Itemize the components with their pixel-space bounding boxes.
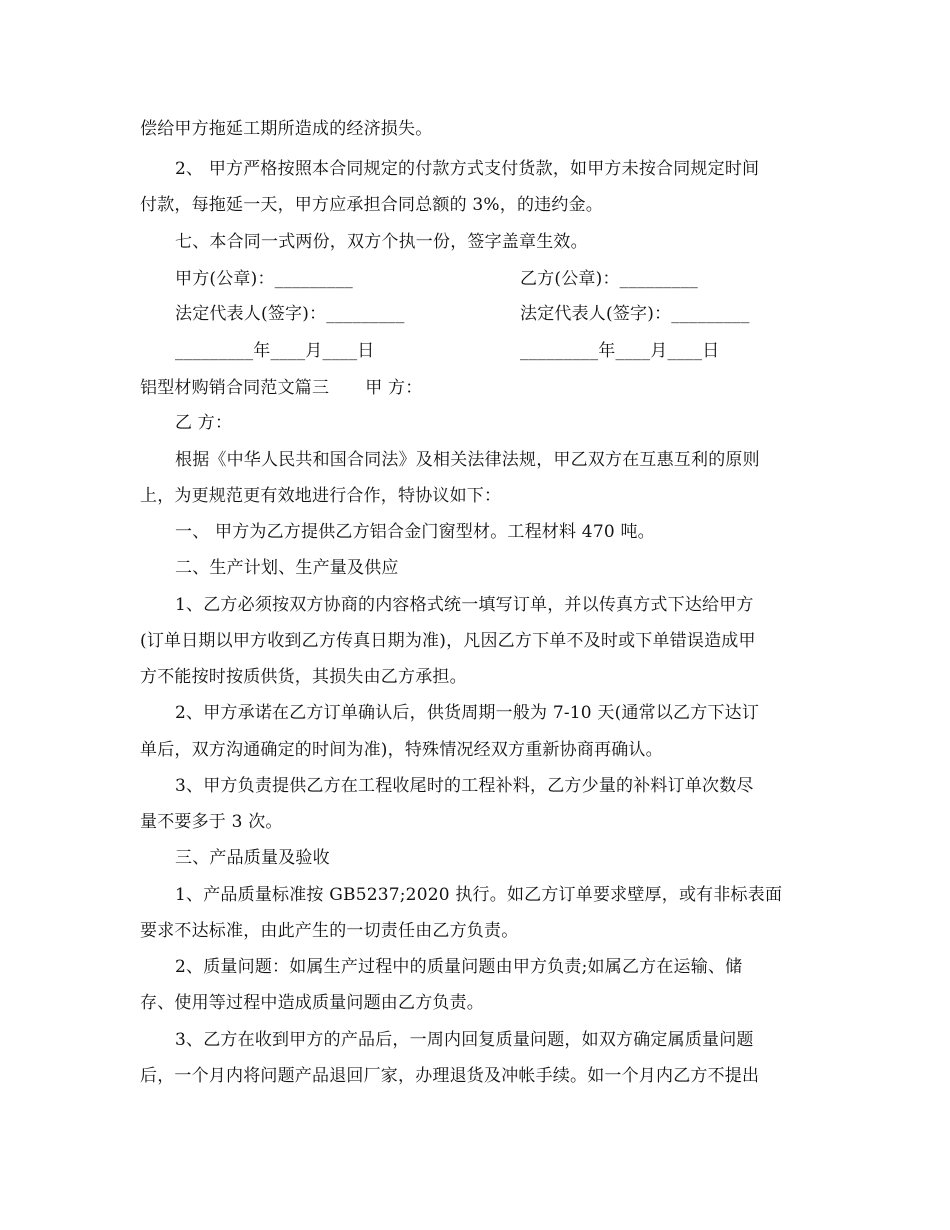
- section-heading-line: [140, 376, 422, 400]
- paragraph-line: 2、质量问题：如属生产过程中的质量问题由甲方负责;如属乙方在运输、储: [175, 957, 743, 977]
- paragraph-line: 2、甲方承诺在乙方订单确认后，供货周期一般为 7-10 天(通常以乙方下达订: [175, 703, 760, 723]
- section-title: 铝型材购销合同范文篇三: [140, 378, 330, 398]
- paragraph-line: 单后，双方沟通确定的时间为准)，特殊情况经双方重新协商再确认。: [140, 740, 663, 760]
- paragraph-line: 方不能按时按质供货，其损失由乙方承担。: [140, 667, 467, 687]
- paragraph-line: 偿给甲方拖延工期所造成的经济损失。: [140, 119, 433, 139]
- signature-date-a: _________年____月____日: [175, 341, 375, 361]
- paragraph-line: 后，一个月内将问题产品退回厂家，办理退货及冲帐手续。如一个月内乙方不提出: [140, 1066, 760, 1086]
- signature-party-b: 乙方(公章)：_________: [520, 269, 698, 289]
- party-b-line: 乙 方：: [175, 413, 233, 433]
- paragraph-line: 1、乙方必须按双方协商的内容格式统一填写订单，并以传真方式下达给甲方: [175, 595, 754, 615]
- section-party-a: 甲 方：: [365, 378, 423, 398]
- signature-party-a: 甲方(公章)：_________: [175, 269, 353, 289]
- paragraph-line: 量不要多于 3 次。: [140, 812, 283, 832]
- paragraph-line: 3、甲方负责提供乙方在工程收尾时的工程补料，乙方少量的补料订单次数尽: [175, 776, 754, 796]
- paragraph-line: 七、本合同一式两份，双方个执一份，签字盖章生效。: [175, 232, 588, 252]
- paragraph-line: 存、使用等过程中造成质量问题由乙方负责。: [140, 993, 484, 1013]
- paragraph-line: 根据《中华人民共和国合同法》及相关法律法规，甲乙双方在互惠互利的原则: [175, 450, 760, 470]
- paragraph-line: (订单日期以甲方收到乙方传真日期为准)，凡因乙方下单不及时或下单错误造成甲: [140, 631, 756, 651]
- paragraph-line: 付款，每拖延一天，甲方应承担合同总额的 3%，的违约金。: [140, 195, 603, 215]
- signature-representative-a: 法定代表人(签字)：_________: [175, 304, 405, 324]
- clause-heading: 二、生产计划、生产量及供应: [175, 558, 399, 578]
- paragraph-line: 3、乙方在收到甲方的产品后，一周内回复质量问题，如双方确定属质量问题: [175, 1030, 754, 1050]
- signature-representative-b: 法定代表人(签字)：_________: [520, 304, 750, 324]
- clause-heading: 三、产品质量及验收: [175, 848, 330, 868]
- paragraph-line: 2、 甲方严格按照本合同规定的付款方式支付货款，如甲方未按合同规定时间: [175, 159, 760, 179]
- paragraph-line: 一、 甲方为乙方提供乙方铝合金门窗型材。工程材料 470 吨。: [175, 522, 655, 542]
- paragraph-line: 要求不达标准，由此产生的一切责任由乙方负责。: [140, 921, 519, 941]
- paragraph-line: 1、产品质量标准按 GB5237;2020 执行。如乙方订单要求壁厚，或有非标表面: [175, 885, 783, 905]
- signature-date-b: _________年____月____日: [520, 341, 720, 361]
- paragraph-line: 上，为更规范更有效地进行合作，特协议如下：: [140, 486, 502, 506]
